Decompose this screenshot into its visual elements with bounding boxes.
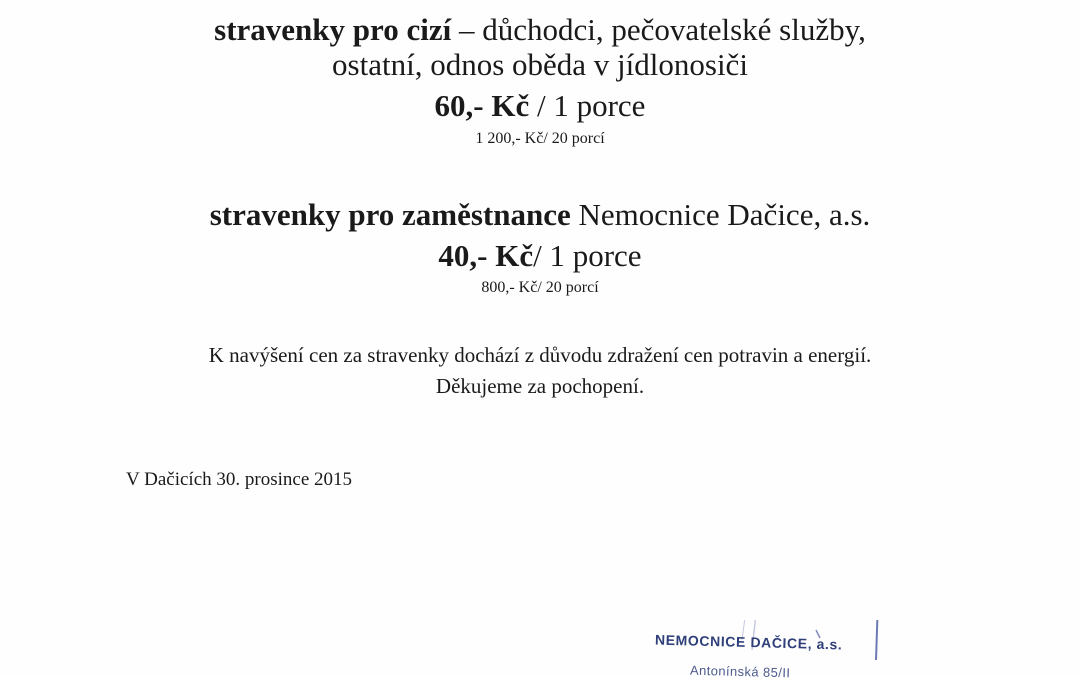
- external-bulk-price: 1 200,- Kč/ 20 porcí: [475, 130, 605, 147]
- price-increase-explanation: K navýšení cen za stravenky dochází z důvodu zdražení cen potravin a energií.: [208, 343, 872, 367]
- place-and-date: V Dačicích 30. prosince 2015: [126, 469, 353, 490]
- heading-external-vouchers: [0, 12, 1080, 48]
- employee-price: 40,- Kč: [438, 238, 534, 273]
- external-price: 60,- Kč: [434, 88, 530, 123]
- external-vouchers-label: stravenky pro cizí: [214, 12, 452, 47]
- external-vouchers-details: ostatní, odnos oběda v jídlonosiči: [332, 47, 748, 82]
- employee-price-line: [0, 238, 1080, 274]
- external-price-unit: / 1 porce: [529, 88, 646, 123]
- external-price-line: [0, 88, 1080, 124]
- hospital-stamp: [650, 620, 910, 680]
- employee-bulk-price: 800,- Kč/ 20 porcí: [481, 279, 599, 296]
- external-vouchers-recipients: – důchodci, pečovatelské služby,: [451, 12, 866, 47]
- employee-vouchers-employer: Nemocnice Dačice, a.s.: [570, 197, 871, 232]
- heading-employee-vouchers: [0, 197, 1080, 233]
- stamp-name: NEMOCNICE DAČICE, a.s.: [654, 631, 843, 653]
- employee-price-unit: / 1 porce: [533, 238, 642, 273]
- thanks-line: Děkujeme za pochopení.: [435, 374, 645, 398]
- employee-vouchers-label: stravenky pro zaměstnance: [209, 197, 571, 232]
- stamp-address: Antonínská 85/II: [689, 662, 791, 680]
